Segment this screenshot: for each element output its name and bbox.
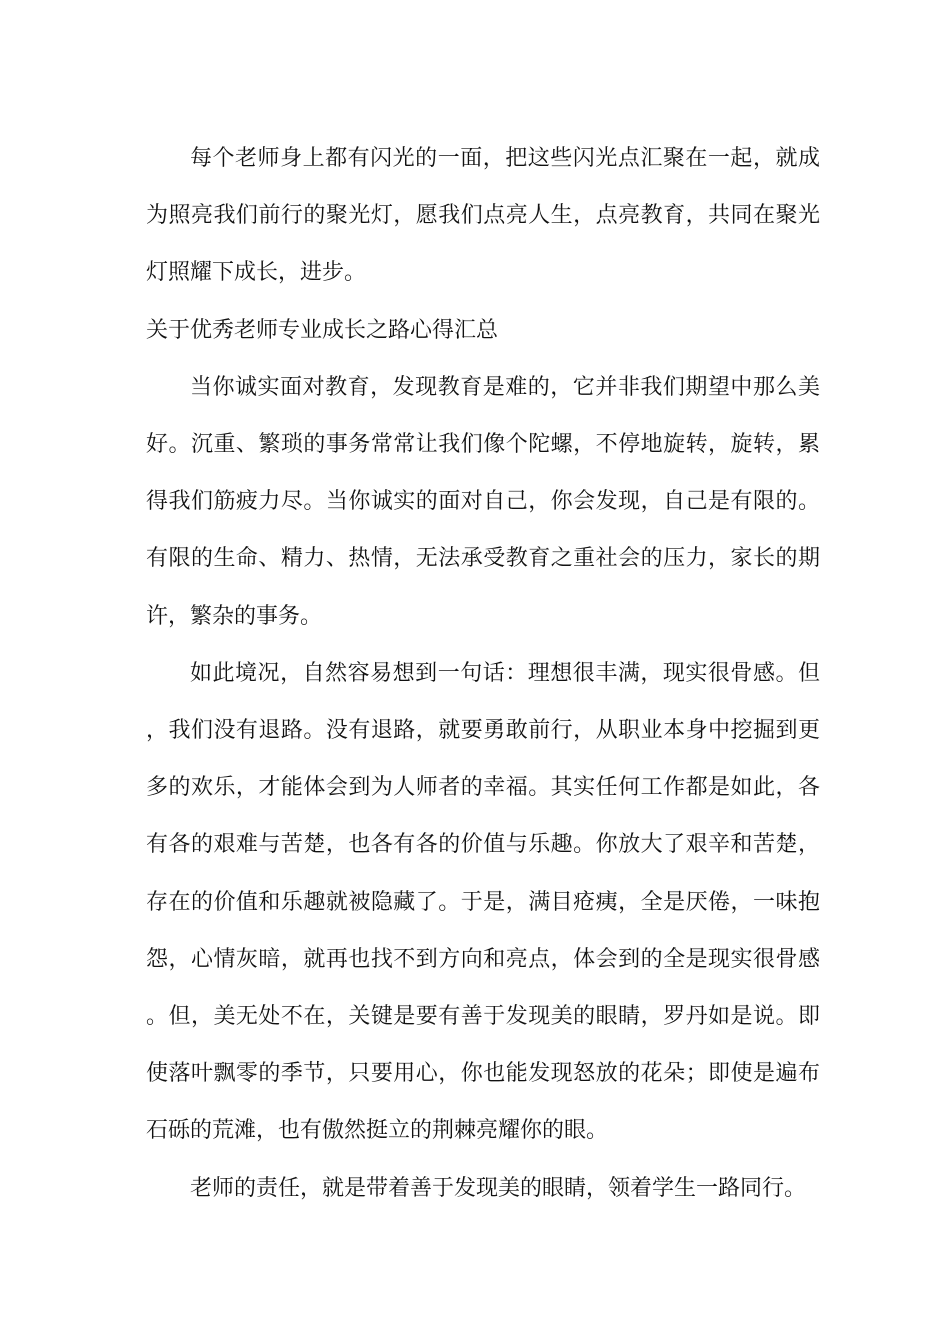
- document-page: [146, 130, 820, 1217]
- intro-paragraph: 每个老师身上都有闪光的一面，把这些闪光点汇聚在一起，就成为照亮我们前行的聚光灯，愿我们点亮人生，点亮教育，共同在聚光灯照耀下成长，进步。: [146, 146, 820, 286]
- body-paragraph-2: 如此境况，自然容易想到一句话：理想很丰满，现实很骨感。但，我们没有退路。没有退路，就要勇敢前行，从职业本身中挖掘到更多的欢乐，才能体会到为人师者的幸福。其实任何工作都是如此，各有各的艰难与苦楚，也各有各的价值与乐趣。你放大了艰辛和苦楚，存在的价值和乐趣就被隐藏了。于是，满目疮痍，全是厌倦，一味抱怨，心情灰暗，就再也找不到方向和亮点，体会到的全是现实很骨感。但，美无处不在，关键是要有善于发现美的眼睛，罗丹如是说。即使落叶飘零的季节，只要用心，你也能发现怒放的花朵；即使是遍布石砾的荒滩，也有傲然挺立的荆棘亮耀你的眼。: [146, 660, 820, 1144]
- section-heading: 关于优秀老师专业成长之路心得汇总: [146, 317, 499, 343]
- body-paragraph-3: 老师的责任，就是带着善于发现美的眼睛，领着学生一路同行。: [190, 1175, 807, 1201]
- body-paragraph-1: 当你诚实面对教育，发现教育是难的，它并非我们期望中那么美好。沉重、繁琐的事务常常让我们像个陀螺，不停地旋转，旋转，累得我们筋疲力尽。当你诚实的面对自己，你会发现，自己是有限的。有限的生命、精力、热情，无法承受教育之重社会的压力，家长的期许，繁杂的事务。: [146, 374, 820, 629]
